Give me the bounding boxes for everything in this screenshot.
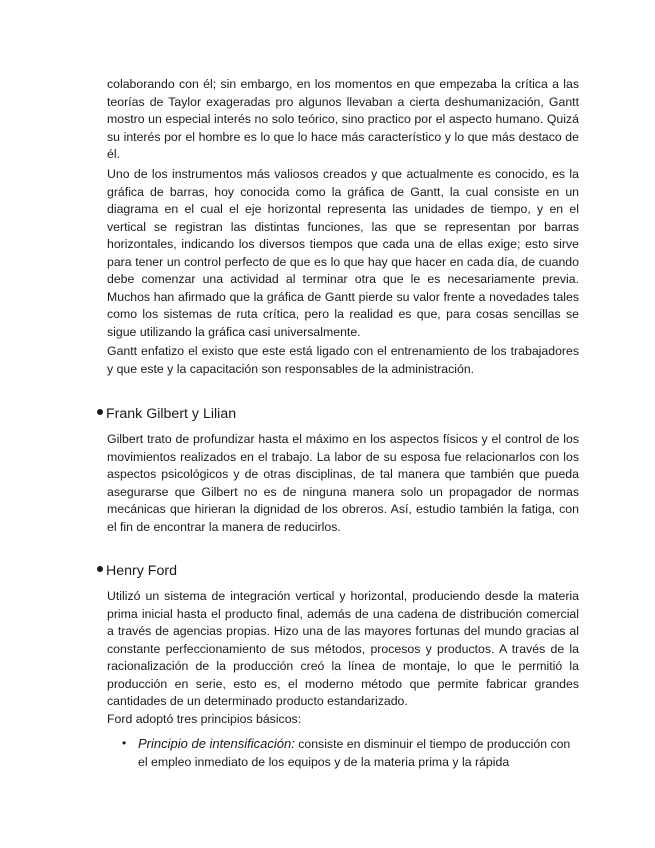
- paragraph-gilbert: Gilbert trato de profundizar hasta el máximo en los aspectos físicos y el control de los movimientos realizados en el trabajo. La labor de su esposa fue relacionarlos con los aspectos psicológicos y de otras disciplinas, de tal manera que también que pueda asegurarse que Gilbert no es de ninguna manera solo un propagador de normas mecánicas que hirieran la dignidad de los obreros. Así, estudio también la fatiga, con el fin de encontrar la manera de reducirlos.: [107, 432, 579, 534]
- principle-term: Principio de intensificación:: [138, 736, 295, 751]
- small-bullet-icon: •: [122, 736, 127, 750]
- paragraph-ford-principles-intro: Ford adoptó tres principios básicos:: [107, 712, 302, 726]
- principle-text: consiste en disminuir el tiempo de producción con el empleo inmediato de los equipos y de la materia prima y la rápida: [138, 737, 571, 769]
- heading-ford: [97, 562, 177, 580]
- paragraph-gantt-chart: Uno de los instrumentos más valiosos creados y que actualmente es conocido, es la gráfica de barras, hoy conocida como la gráfica de Gantt, la cual consiste en un diagrama en el cual el eje horizontal representa las unidades de tiempo, y en el vertical se registran las distintas funciones, las que se representan por barras horizontales, indicando los diversos tiempos que cada una de ellas exige; esto sirve para tener un control perfecto de que es lo que hay que hacer en cada día, de cuando debe comenzar una actividad al terminar otra que le es necesariamente previa. Muchos han afirmado que la gráfica de Gantt pierde su valor frente a novedades tales como los sistemas de ruta crítica, pero la realidad es que, para cosas sencillas se sigue utilizando la gráfica casi universalmente.: [107, 167, 579, 339]
- heading-ford-text: Henry Ford: [106, 563, 177, 579]
- principle-item: [138, 735, 583, 771]
- bullet-icon: [97, 409, 103, 415]
- heading-gilbert: [97, 405, 236, 423]
- paragraph-ford: Utilizó un sistema de integración vertical y horizontal, produciendo desde la materia prima inicial hasta el producto final, además de una cadena de distribución comercial a través de agencias propias. Hizo una de las mayores fortunas del mundo gracias al constante perfeccionamiento de sus métodos, procesos y productos. A través de la racionalización de la producción creó la línea de montaje, lo que le permitió la producción en serie, esto es, el moderno método que permite fabricar grandes cantidades de un determinado producto estandarizado.: [107, 589, 579, 708]
- bullet-icon: [97, 566, 103, 572]
- heading-gilbert-text: Frank Gilbert y Lilian: [106, 406, 237, 422]
- paragraph-gantt-training: Gantt enfatizo el existo que este está ligado con el entrenamiento de los trabajadores y que este y la capacitación son responsables de la administración.: [107, 344, 579, 376]
- paragraph-gantt-humanism: colaborando con él; sin embargo, en los momentos en que empezaba la crítica a las teorías de Taylor exageradas pro algunos llevaban a cierta deshumanización, Gantt mostro un especial interés no solo teórico, sino practico por el aspecto humano. Quizá su interés por el hombre es lo que lo hace más característico y lo que más destaco de él.: [107, 77, 579, 161]
